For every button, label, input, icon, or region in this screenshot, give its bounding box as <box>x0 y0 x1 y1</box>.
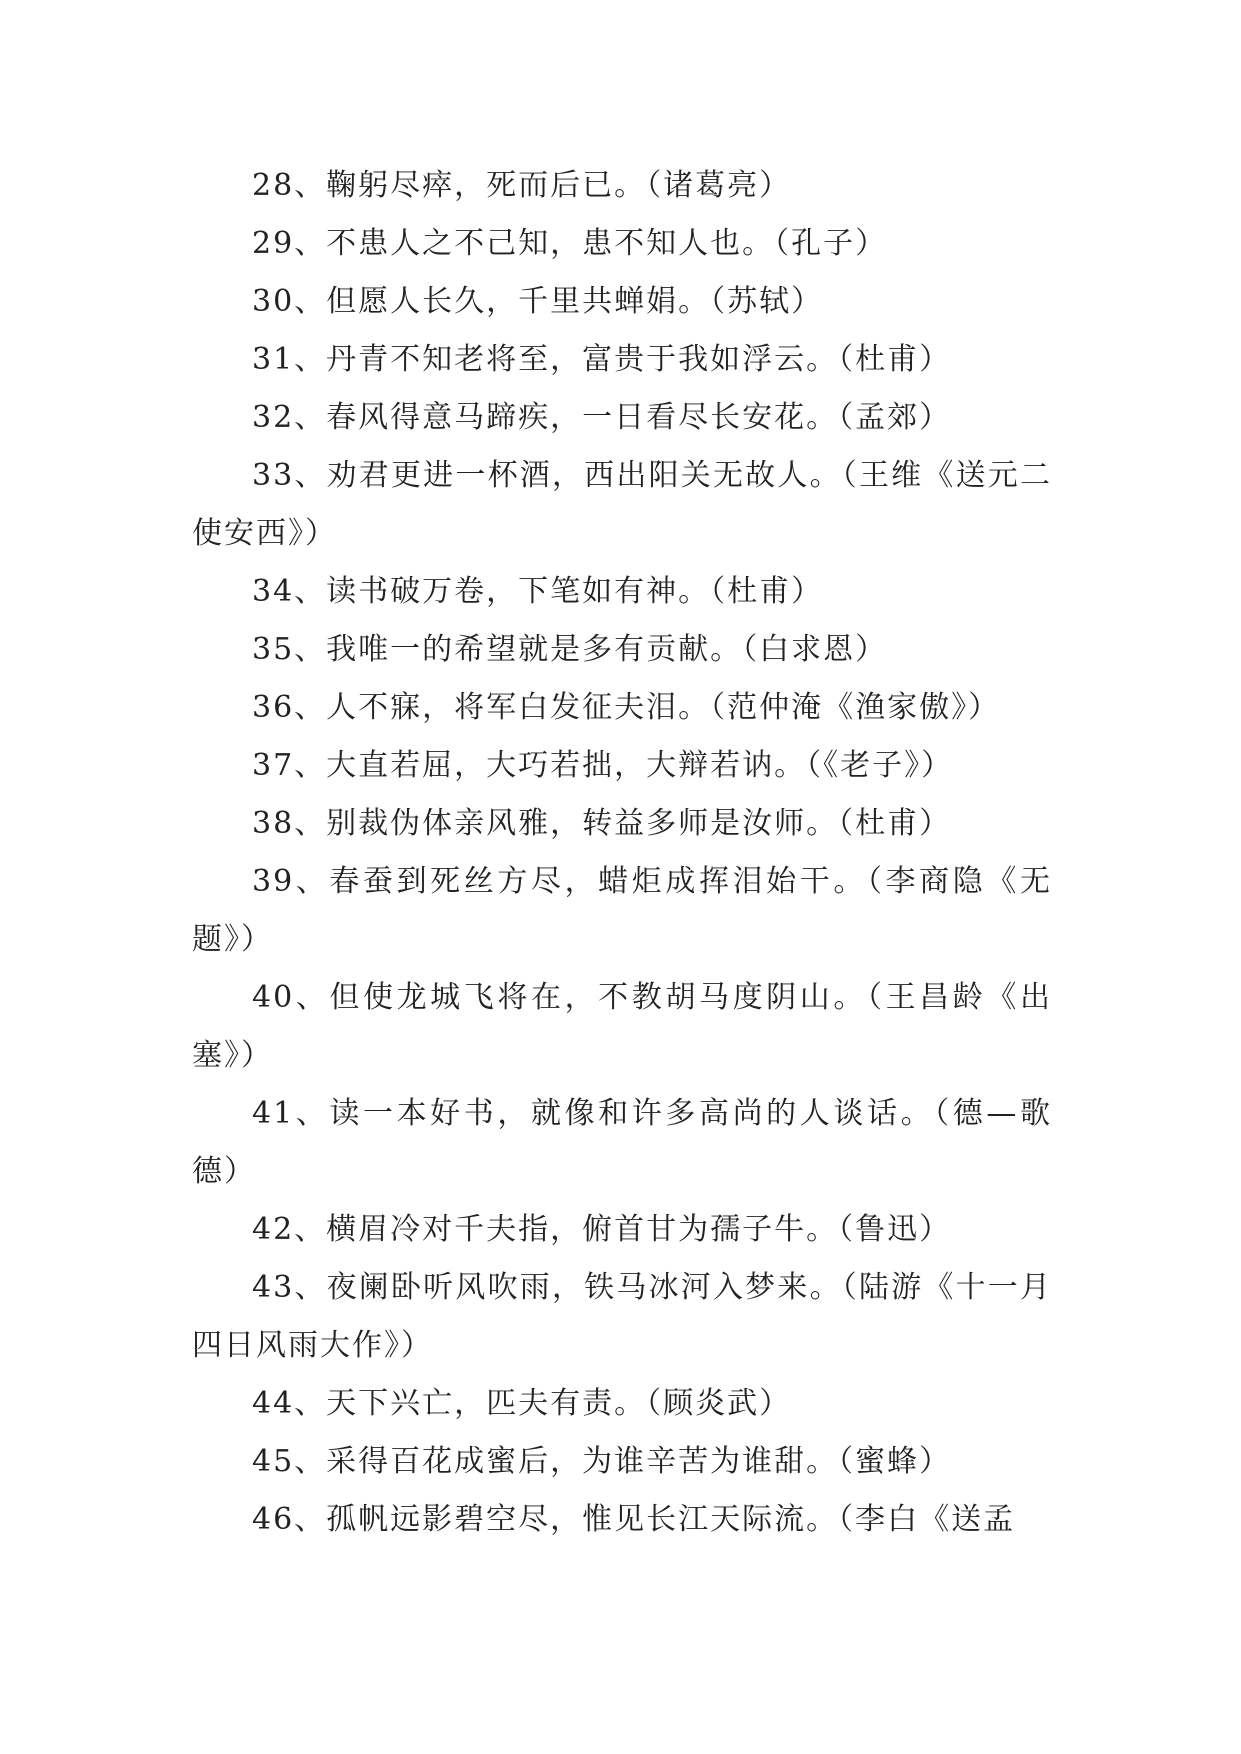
list-item: 29、不患人之不己知，患不知人也。（孔子） <box>252 226 888 261</box>
list-item: 28、鞠躬尽瘁，死而后已。（诸葛亮） <box>252 168 792 203</box>
list-item: 41、读一本好书，就像和许多高尚的人谈话。（德—歌德） <box>192 1096 1052 1189</box>
list-item: 44、天下兴亡，匹夫有责。（顾炎武） <box>252 1386 792 1421</box>
list-item: 46、孤帆远影碧空尽，惟见长江天际流。（李白《送孟 <box>252 1502 1016 1537</box>
list-item: 31、丹青不知老将至，富贵于我如浮云。（杜甫） <box>252 342 952 377</box>
list-item: 35、我唯一的希望就是多有贡献。（白求恩） <box>252 632 888 667</box>
list-item: 30、但愿人长久，千里共蝉娟。（苏轼） <box>252 284 824 319</box>
list-item: 42、横眉冷对千夫指，俯首甘为孺子牛。（鲁迅） <box>252 1212 952 1247</box>
list-item: 33、劝君更进一杯酒，西出阳关无故人。（王维《送元二使安西》） <box>192 458 1052 551</box>
list-item: 40、但使龙城飞将在，不教胡马度阴山。（王昌龄《出塞》） <box>192 980 1052 1073</box>
list-item: 39、春蚕到死丝方尽，蜡炬成挥泪始干。（李商隐《无题》） <box>192 864 1052 957</box>
list-item: 43、夜阑卧听风吹雨，铁马冰河入梦来。（陆游《十一月四日风雨大作》） <box>192 1270 1052 1363</box>
quote-list <box>192 157 1052 1549</box>
list-item: 45、采得百花成蜜后，为谁辛苦为谁甜。（蜜蜂） <box>252 1444 952 1479</box>
list-item: 38、别裁伪体亲风雅，转益多师是汝师。（杜甫） <box>252 806 952 841</box>
list-item: 37、大直若屈，大巧若拙，大辩若讷。（《老子》） <box>252 748 954 783</box>
list-item: 36、人不寐，将军白发征夫泪。（范仲淹《渔家傲》） <box>252 690 1001 725</box>
list-item: 32、春风得意马蹄疾，一日看尽长安花。（孟郊） <box>252 400 952 435</box>
list-item: 34、读书破万卷，下笔如有神。（杜甫） <box>252 574 824 609</box>
